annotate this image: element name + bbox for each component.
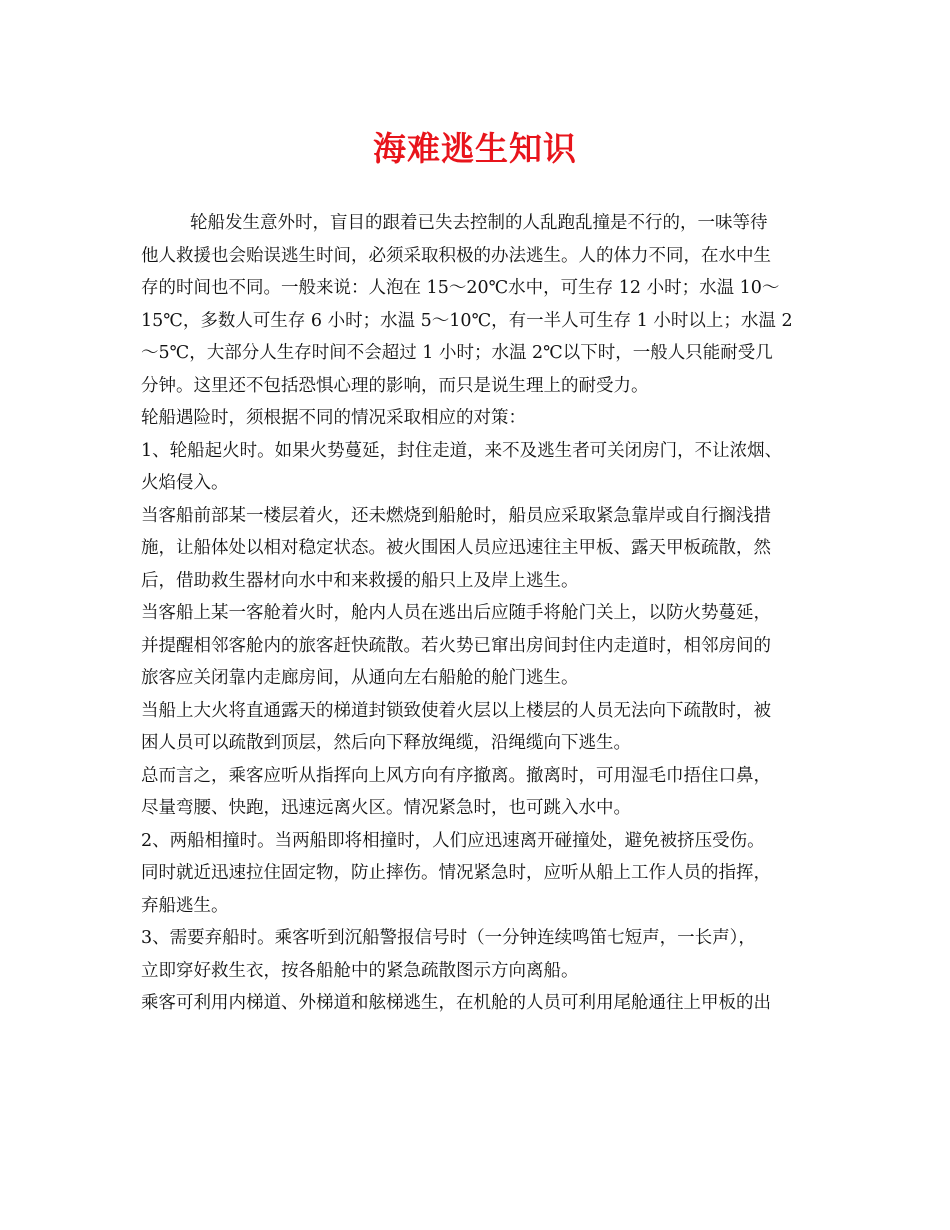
paragraph-line: 2、两船相撞时。当两船即将相撞时，人们应迅速离开碰撞处，避免被挤压受伤。: [141, 830, 765, 851]
paragraph-line: 弃船逃生。: [141, 895, 229, 916]
paragraph-line: 并提醒相邻客舱内的旅客赶快疏散。若火势已窜出房间封住内走道时，相邻房间的: [141, 635, 771, 656]
paragraph-line: 困人员可以疏散到顶层，然后向下释放绳缆，沿绳缆向下逃生。: [141, 733, 631, 753]
paragraph-line: 他人救援也会贻误逃生时间，必须采取积极的办法逃生。人的体力不同，在水中生: [141, 245, 771, 266]
paragraph-line: 后，借助救生器材向水中和来救援的船只上及岸上逃生。: [141, 570, 579, 591]
paragraph: [141, 435, 841, 500]
paragraph-line: 总而言之，乘客应听从指挥向上风方向有序撤离。撤离时，可用湿毛巾捂住口鼻，: [141, 765, 771, 786]
paragraph-line: 轮船发生意外时，盲目的跟着已失去控制的人乱跑乱撞是不行的，一味等待: [190, 213, 768, 233]
paragraph-line: 尽量弯腰、快跑，迅速远离火区。情况紧急时，也可跳入水中。: [141, 798, 631, 818]
paragraph-line: 当客船前部某一楼层着火，还未燃烧到船舱时，船员应采取紧急靠岸或自行搁浅措: [141, 505, 771, 526]
paragraph: [141, 825, 841, 923]
paragraph-line: 轮船遇险时，须根据不同的情况采取相应的对策：: [141, 408, 526, 428]
paragraph: [141, 922, 841, 987]
paragraph-line: ～5℃，大部分人生存时间不会超过 1 小时；水温 2℃以下时，一般人只能耐受几: [141, 343, 773, 363]
paragraph-line: 火焰侵入。: [141, 473, 229, 493]
paragraph-line: 同时就近迅速拉住固定物，防止摔伤。情况紧急时，应听从船上工作人员的指挥，: [141, 863, 771, 883]
paragraph: [141, 987, 841, 1020]
paragraph-line: 立即穿好救生衣，按各船舱中的紧急疏散图示方向离船。: [141, 960, 579, 981]
document-title: 海难逃生知识: [373, 129, 577, 168]
paragraph-line: 15℃，多数人可生存 6 小时；水温 5～10℃，有一半人可生存 1 小时以上；水温 2: [141, 310, 793, 331]
paragraph: [141, 695, 841, 760]
paragraph-line: 当船上大火将直通露天的梯道封锁致使着火层以上楼层的人员无法向下疏散时，被: [141, 700, 771, 721]
paragraph-line: 乘客可利用内梯道、外梯道和舷梯逃生，在机舱的人员可利用尾舱通往上甲板的出: [141, 993, 771, 1013]
document-body: [141, 207, 841, 1020]
paragraph-line: 存的时间也不同。一般来说：人泡在 15～20℃水中，可生存 12 小时；水温 10～: [141, 278, 780, 298]
paragraph-line: 分钟。这里还不包括恐惧心理的影响，而只是说生理上的耐受力。: [141, 375, 649, 396]
paragraph: [141, 500, 841, 598]
paragraph-line: 当客船上某一客舱着火时，舱内人员在逃出后应随手将舱门关上，以防火势蔓延，: [141, 603, 771, 623]
paragraph: [141, 402, 841, 435]
paragraph-line: 旅客应关闭靠内走廊房间，从通向左右船舱的舱门逃生。: [141, 668, 579, 688]
paragraph: [141, 597, 841, 695]
paragraph-line: 施，让船体处以相对稳定状态。被火围困人员应迅速往主甲板、露天甲板疏散，然: [141, 538, 771, 558]
paragraph-line: 3、需要弃船时。乘客听到沉船警报信号时（一分钟连续鸣笛七短声，一长声），: [141, 928, 756, 948]
paragraph: [141, 760, 841, 825]
paragraph-line: 1、轮船起火时。如果火势蔓延，封住走道，来不及逃生者可关闭房门，不让浓烟、: [141, 440, 783, 461]
paragraph: [141, 207, 841, 402]
